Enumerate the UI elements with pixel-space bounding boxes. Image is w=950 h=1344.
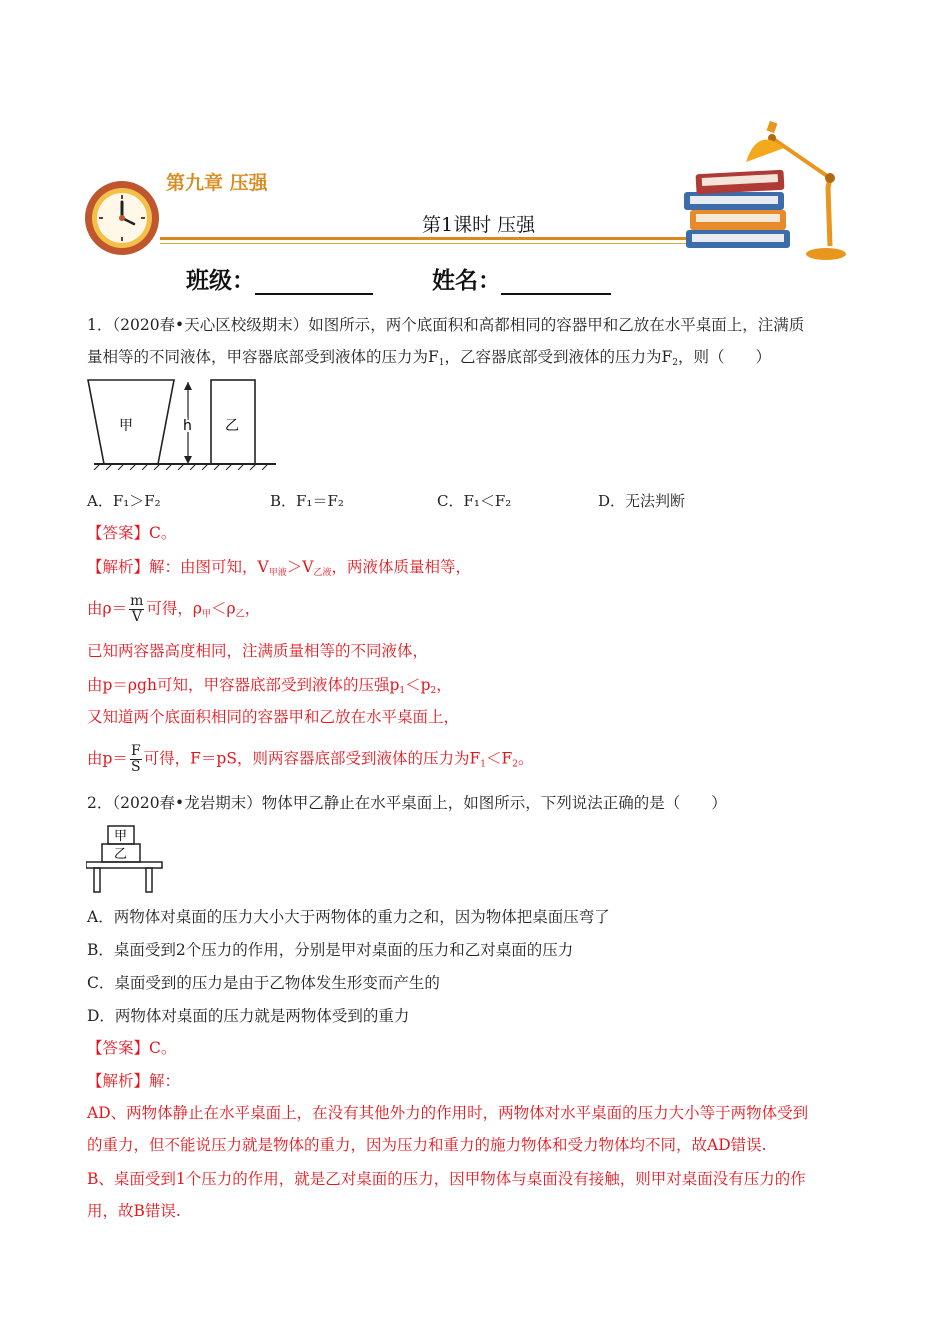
q1-density-fraction: $\frac{m}{V}$: [130, 593, 144, 625]
q2-analysis-ad1: AD、两物体静止在水平桌面上，在没有其他外力的作用时，两物体对水平桌面的压力大小等于两物体受到: [87, 1104, 809, 1122]
q1-fig-h: h: [183, 418, 192, 434]
class-label: [186, 262, 373, 295]
q2-fig-yi: 乙: [114, 847, 128, 862]
q2-analysis-ad2: 的重力，但不能说压力就是物体的重力，因为压力和重力的施力物体和受力物体均不同，故AD错误.: [87, 1136, 767, 1154]
q1-option-d[interactable]: D．无法判断: [598, 492, 686, 510]
q1-pressure-fraction: $\frac{F}{S}$: [130, 743, 141, 775]
name-label-text: 姓名：: [432, 268, 501, 294]
q2-option-c[interactable]: C．桌面受到的压力是由于乙物体发生形变而产生的: [87, 974, 440, 992]
q1-answer: 【答案】C。: [87, 524, 177, 542]
q1-analysis-line6: 由p＝ $\frac{F}{S}$ 可得，F＝pS，则两容器底部受到液体的压力为$F_1<F_2$。: [87, 743, 534, 775]
q1-container-figure: [86, 378, 286, 470]
class-label-text: 班级：: [186, 268, 255, 294]
q1-stem-line1: 1．（2020春•天心区校级期末）如图所示，两个底面积和高都相同的容器甲和乙放在水平桌面上，注满质: [87, 316, 805, 334]
q2-analysis-head: 【解析】解：: [87, 1072, 181, 1090]
chapter-title: 第九章 压强: [166, 172, 268, 194]
q2-table-figure: [86, 824, 166, 894]
q2-fig-jia: 甲: [114, 829, 128, 844]
name-blank[interactable]: [501, 271, 611, 295]
q1-option-c[interactable]: C．F₁＜F₂: [437, 492, 512, 510]
q1-analysis-line1: 【解析】解：由图可知，$V_{甲液}>V_{乙液}$，两液体质量相等，: [87, 558, 471, 578]
clock-icon: [82, 178, 162, 258]
q1-option-b[interactable]: B．F₁＝F₂: [270, 492, 344, 510]
header-rule-thin: [160, 243, 700, 244]
q1-analysis-line5: 又知道两个底面积相同的容器甲和乙放在水平桌面上，: [87, 708, 460, 726]
q2-option-a[interactable]: A．两物体对桌面的压力大小大于两物体的重力之和，因为物体把桌面压弯了: [87, 908, 610, 926]
q2-analysis-b1: B、桌面受到1个压力的作用，就是乙对桌面的压力，因甲物体与桌面没有接触，则甲对桌面没有压力的作: [87, 1170, 806, 1188]
name-label: [432, 262, 611, 295]
class-blank[interactable]: [255, 271, 373, 295]
q2-option-b[interactable]: B．桌面受到2个压力的作用，分别是甲对桌面的压力和乙对桌面的压力: [87, 941, 574, 959]
lesson-title: 第1课时 压强: [422, 214, 536, 236]
q2-option-d[interactable]: D．两物体对桌面的压力就是两物体受到的重力: [87, 1007, 410, 1025]
q2-analysis-b2: 用，故B错误.: [87, 1202, 181, 1220]
q1-analysis-line3: 已知两容器高度相同，注满质量相等的不同液体，: [87, 642, 429, 660]
header-rule: [160, 237, 700, 240]
q1-analysis-line2: 由ρ＝ $\frac{m}{V}$ 可得，$\rho_甲<\rho_乙$，: [87, 593, 261, 625]
q1-stem-line2: 量相等的不同液体，甲容器底部受到液体的压力为$F_1$，乙容器底部受到液体的压力为$F_2$，则（ ）: [87, 348, 772, 368]
q1-option-a[interactable]: A．F₁＞F₂: [87, 492, 161, 510]
q1-fig-jia: 甲: [119, 418, 133, 434]
q2-answer: 【答案】C。: [87, 1039, 177, 1057]
books-lamp-icon: [680, 118, 870, 268]
q2-stem: 2．（2020春•龙岩期末）物体甲乙静止在水平桌面上，如图所示，下列说法正确的是（ ）: [87, 794, 727, 812]
q1-analysis-line4: 由p＝ρgh可知，甲容器底部受到液体的压强$p_1<p_2$，: [87, 676, 452, 696]
q1-fig-yi: 乙: [225, 418, 239, 434]
